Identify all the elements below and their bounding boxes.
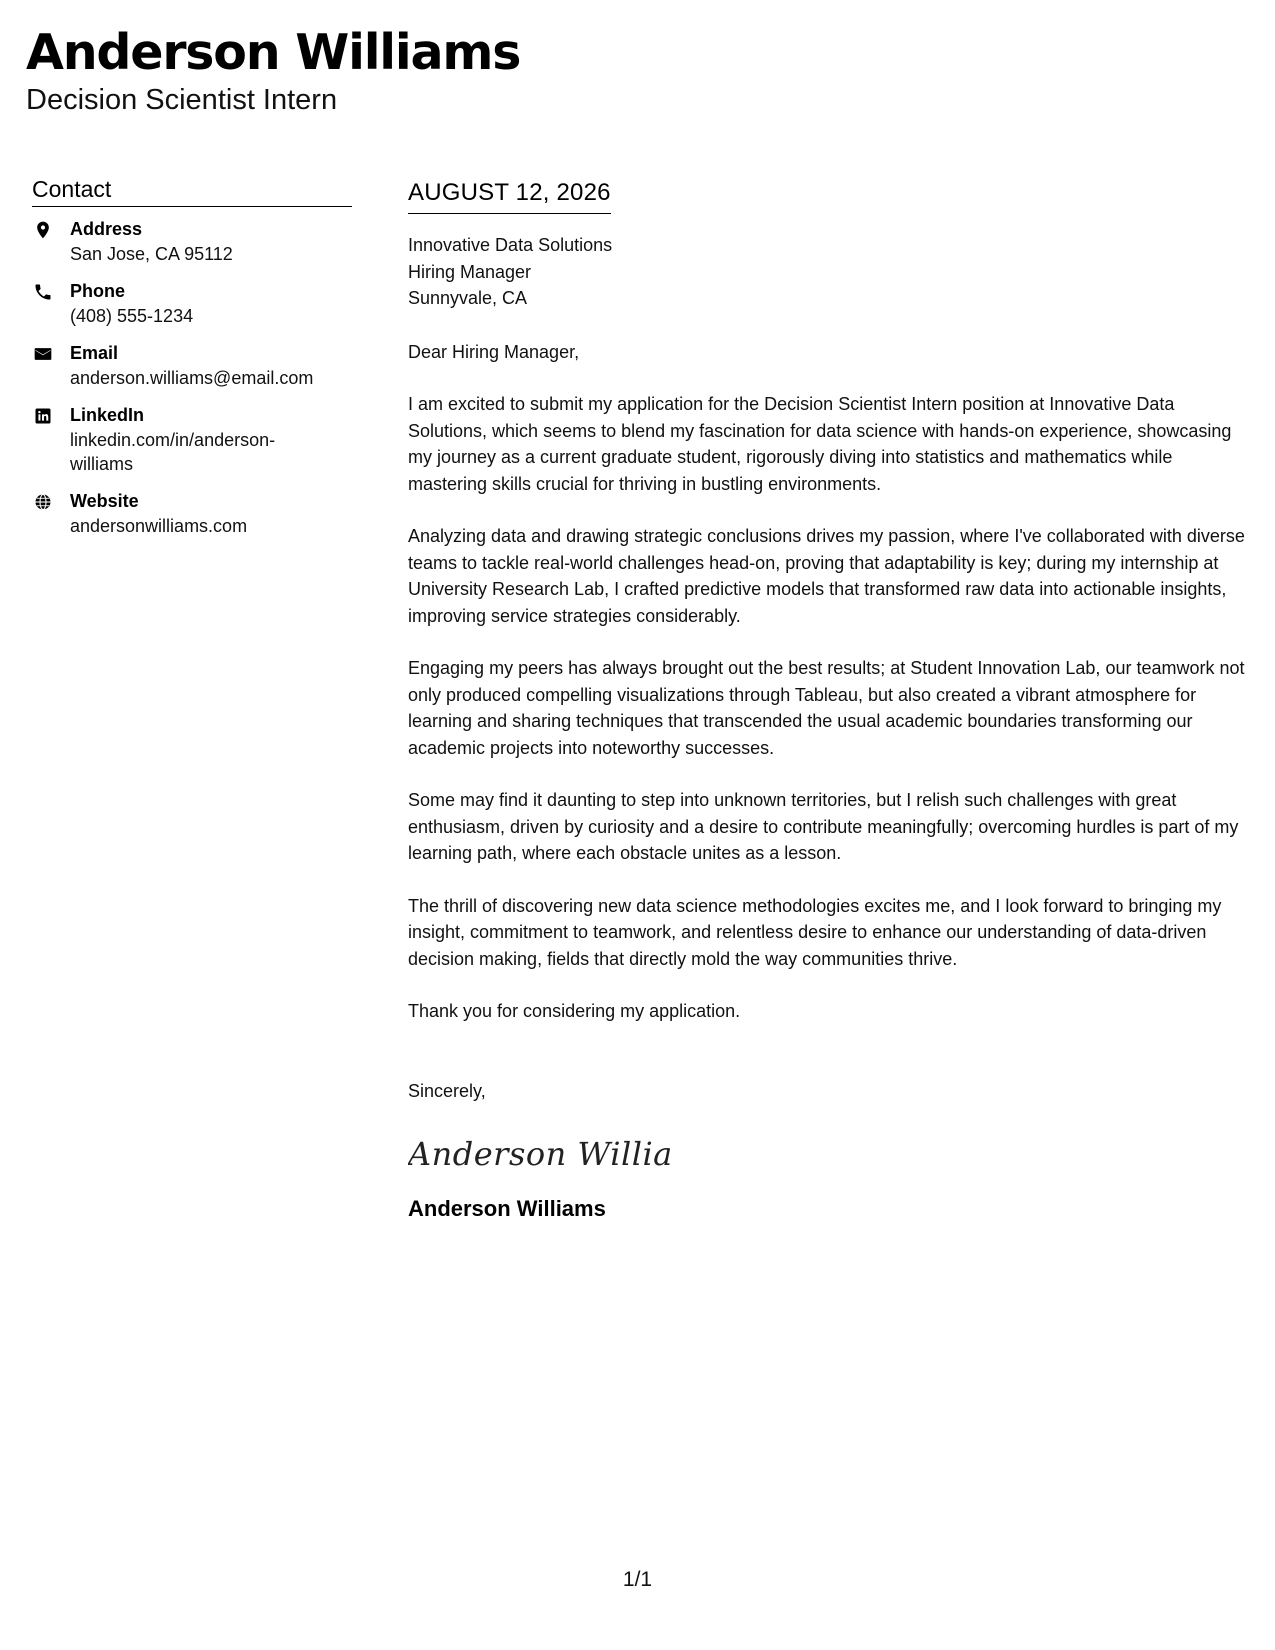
contact-website	[32, 489, 352, 538]
contact-linkedin-value-line1[interactable]: linkedin.com/in/anderson-	[70, 430, 276, 450]
page-number: 1/1	[622, 1568, 653, 1591]
recipient-company: Innovative Data Solutions	[408, 235, 613, 255]
letter-date: AUGUST 12, 2026	[408, 178, 611, 214]
phone-icon	[32, 281, 54, 303]
linkedin-icon	[32, 405, 54, 427]
body-paragraph: I am excited to submit my application for the Decision Scientist Intern position at Innovative Data Solutions, which seems to blend my fascination for data science with hands-on experience, showcasing my journey as a current graduate student, rigorously diving into statistics and mathematics while mastering skills crucial for thriving in bustling environments.	[408, 394, 1232, 494]
contact-email-value[interactable]: anderson.williams@email.com	[70, 368, 314, 388]
contact-linkedin-label: LinkedIn	[70, 405, 145, 425]
map-pin-icon	[32, 219, 54, 241]
contact-address	[32, 217, 352, 266]
contact-heading: Contact	[32, 174, 352, 207]
letter-body	[408, 178, 1253, 1224]
contact-linkedin	[32, 403, 352, 476]
globe-icon	[32, 491, 54, 513]
recipient-role: Hiring Manager	[408, 261, 532, 282]
contact-phone	[32, 279, 352, 328]
body-paragraph: Analyzing data and drawing strategic conclusions drives my passion, where I've collaborated with diverse teams to tackle real-world challenges head-on, proving that adaptability is key; during my internship at University Research Lab, I crafted predictive models that transformed raw data into actionable insights, improving service strategies considerably.	[408, 526, 1245, 626]
contact-phone-value: (408) 555-1234	[70, 306, 194, 326]
envelope-icon	[32, 343, 54, 365]
contact-address-value: San Jose, CA 95112	[70, 244, 233, 264]
body-paragraph: The thrill of discovering new data science methodologies excites me, and I look forward to bringing my insight, commitment to teamwork, and relentless desire to enhance our understanding of data-driven decision making, fields that directly mold the way communities thrive.	[408, 895, 1222, 969]
handwritten-signature: Anderson Willia	[408, 1135, 673, 1173]
sign-off: Sincerely,	[408, 1080, 486, 1101]
body-paragraph: Some may find it daunting to step into unknown territories, but I relish such challenges with great enthusiasm, driven by curiosity and a desire to contribute meaningfully; overcoming hurdles is part of my learning path, where each obstacle unites as a lesson.	[408, 790, 1239, 863]
contact-website-label: Website	[70, 491, 139, 511]
contact-website-value[interactable]: andersonwilliams.com	[70, 516, 248, 536]
salutation: Dear Hiring Manager,	[408, 341, 580, 362]
contact-email	[32, 341, 352, 390]
contact-phone-label: Phone	[70, 281, 126, 301]
job-title: Decision Scientist Intern	[26, 84, 338, 116]
contact-address-label: Address	[70, 219, 143, 239]
signer-name: Anderson Williams	[408, 1196, 606, 1221]
recipient-location: Sunnyvale, CA	[408, 288, 528, 308]
contact-email-label: Email	[70, 343, 119, 363]
contact-linkedin-value-line2[interactable]: williams	[70, 454, 133, 474]
contact-sidebar	[32, 174, 352, 551]
closing-thanks: Thank you for considering my application.	[408, 1001, 741, 1021]
applicant-name: Anderson Williams	[26, 24, 521, 81]
body-paragraph: Engaging my peers has always brought out the best results; at Student Innovation Lab, our teamwork not only produced compelling visualizations through Tableau, but also created a vibrant atmosphere for learning and sharing techniques that transcended the usual academic boundaries transforming our academic projects into noteworthy successes.	[408, 658, 1245, 758]
recipient-block	[408, 232, 1253, 312]
